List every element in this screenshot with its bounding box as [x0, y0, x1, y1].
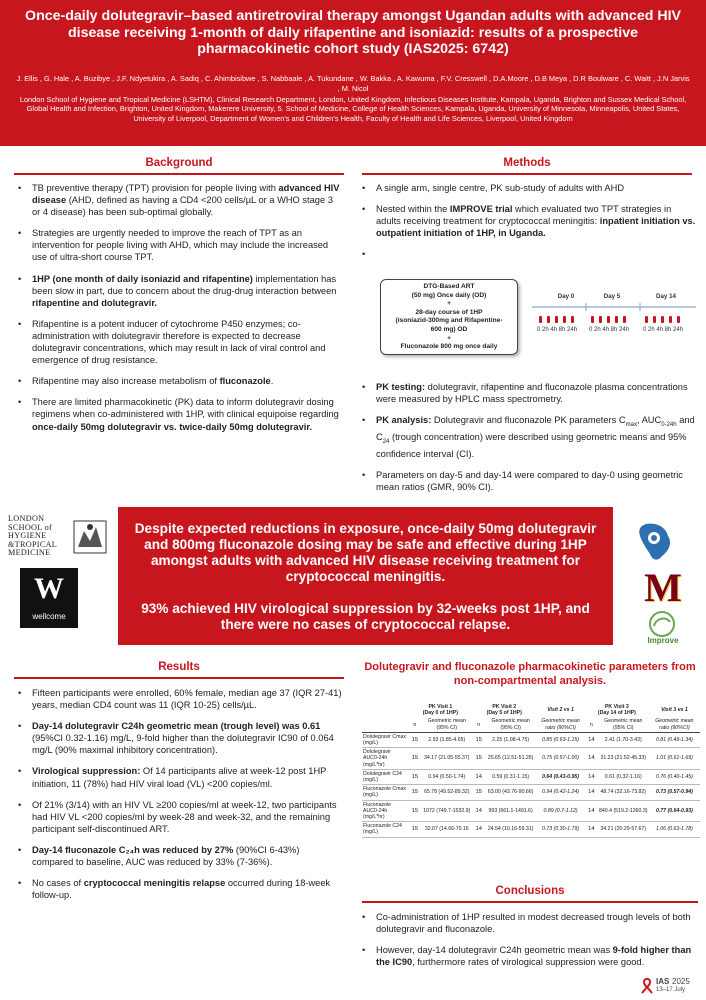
results-heading: Results: [158, 661, 200, 673]
conclusions-list: [360, 911, 698, 977]
table-cell: 14: [585, 732, 598, 747]
table-cell: 14: [472, 769, 485, 784]
table-cell: Dolutegravir Cmax (mg/L): [362, 732, 408, 747]
list-item: • Parameters on day-5 and day-14 were compared to day-0 using geometric mean ratios (GMR, 90% CI).: [360, 469, 696, 493]
methods-divider: [362, 173, 692, 175]
ribbon-icon: [640, 978, 654, 994]
table-cell: 2.93 (1.85-4.65): [421, 732, 472, 747]
table-cell: Dolutegravir AUC0-24h (mg/L*hr): [362, 748, 408, 770]
table-cell: 15: [408, 822, 421, 837]
table-row: [362, 822, 700, 837]
list-item: • No cases of cryptococcal meningitis relapse occurred during 18-week follow-up.: [16, 877, 342, 901]
list-item: • Fifteen participants were enrolled, 60% female, median age 37 (IQR 27-41) years, median CD4 count was 11 (IQR 10-25) cells/µL.: [16, 687, 342, 711]
methods-heading: Methods: [503, 157, 551, 169]
table-cell: 1072 (749.7-1532.9): [421, 800, 472, 822]
table-cell: 24.54 (10.16-59.31): [485, 822, 536, 837]
list-item: • Nested within the IMPROVE trial which evaluated two TPT strategies in adults receiving treatment for cryptococcal meningitis: inpatient initiation vs. outpatient initiation of 1HP, in Uganda.: [360, 203, 696, 239]
table-cell: 0.77 (0.64-0.93): [649, 800, 700, 822]
list-item: • Day-14 fluconazole C₂₄h was reduced by 27% (90%CI 6-43%) compared to baseline, AUC was reduced by 33% (7-36%).: [16, 844, 342, 868]
regimen-box: DTG-Based ART (50 mg) Once daily (OD) + 28-day course of 1HP (isoniazid-300mg and Rifapentine- 600 mg) OD + Fluconazole 800 mg once daily: [380, 279, 518, 355]
table-cell: 2.25 (1.08-4.75): [485, 732, 536, 747]
study-design-diagram: [362, 267, 698, 359]
ias-logo: IAS 2025 13–17 July: [640, 976, 704, 998]
table-cell: 32.07 (14.66-70.16: [421, 822, 472, 837]
list-item: • There are limited pharmacokinetic (PK) data to inform dolutegravir dosing regimens when co-administered with 1HP, with clinical equipoise regarding once-daily 50mg dolutegravir vs. twice-daily 50mg dolutegravir.: [16, 396, 342, 432]
pk-table: [362, 703, 700, 838]
table-cell: 0.89 (0.7-1.12): [536, 800, 585, 822]
idi-africa-logo-icon: [632, 520, 678, 564]
key-message-secondary: 93% achieved HIV virological suppression by 32-weeks post 1HP, and there were no cases of cryptococcal relapse.: [141, 601, 590, 632]
improve-logo-icon: [642, 610, 682, 638]
list-item: • Rifapentine is a potent inducer of cytochrome P450 enzymes; co-administration with dolutegravir therefore is expected to decrease dolutegravir concentrations, which may result in lack of viral control and emergence of drug resistance.: [16, 318, 342, 366]
conclusions-divider: [362, 901, 698, 903]
table-row: [362, 748, 700, 770]
table-cell: 63.00 (43.76-90.66): [485, 785, 536, 800]
table-cell: 15: [408, 800, 421, 822]
list-item: • However, day-14 dolutegravir C24h geometric mean was 9-fold higher than the IC90, furthermore rates of virological suppression were good.: [360, 944, 698, 968]
day14-label: Day 14: [656, 293, 676, 300]
table-cell: 0.85 (0.63-1.15): [536, 732, 585, 747]
table-cell: 0.64 (0.43-0.95): [536, 769, 585, 784]
poster-title: Once-daily dolutegravir–based antiretroviral therapy amongst Ugandan adults with advanced HIV disease receiving 1-month of daily rifapentine and isoniazid: results of a prospective pharmacokinetic cohort study (IAS2025: 6742): [25, 8, 681, 57]
results-list: [16, 687, 342, 910]
day5-label: Day 5: [603, 293, 621, 300]
day0-label: Day 0: [557, 293, 575, 300]
sample-tube-icon: [677, 316, 680, 323]
table-cell: 34.17 (21.05-55.37): [421, 748, 472, 770]
table-cell: 14: [472, 800, 485, 822]
table-cell: 0.75 (0.57-1.00): [536, 748, 585, 770]
table-cell: 0.94 (0.42-1.24): [536, 785, 585, 800]
table-cell: 0.61 (0.32-1.16): [598, 769, 649, 784]
key-message-primary: Despite expected reductions in exposure, once-daily 50mg dolutegravir and 800mg fluconazole dosing may be safe and effective during 1HP amongst adults with advanced HIV disease receiving treatment for cryptococcal meningitis.: [134, 521, 597, 584]
sample-tube-icon: [599, 316, 602, 323]
sample-tube-icon: [607, 316, 610, 323]
table-header-row: PK Visit 1 (Day 0 of 1HP) PK Visit 2 (Day 5 of 1HP) Visit 2 vs 1 PK Visit 3 (Day 14 of 1HP) Visit 3 vs 1: [422, 704, 688, 717]
sample-tube-icon: [571, 316, 574, 323]
sample-tube-icon: [645, 316, 648, 323]
list-item: • Day-14 dolutegravir C24h geometric mean (trough level) was 0.61 (95%CI 0.32-1.16) mg/L, 9-fold higher than the dolutegravir IC90 of 0.064 mg/L (90% maximal inhibitory concentration).: [16, 720, 342, 756]
list-item: [360, 248, 696, 260]
table-cell: 34.21 (20.29-57.67): [598, 822, 649, 837]
list-item: • PK testing: dolutegravir, rifapentine and fluconazole plasma concentrations were measured by HPLC mass spectrometry.: [360, 381, 696, 405]
sample-tube-icon: [547, 316, 550, 323]
wellcome-logo: W wellcome: [20, 568, 78, 628]
table-subheader-row: n Geometric mean (95% CI) n Geometric mean (95% CI) Geometric mean ratio (90%CI) n Geometric mean (95% CI) Geometric mean ratio (90%CI): [362, 717, 700, 732]
table-cell: 0.73 (0.57-0.94): [649, 785, 700, 800]
methods-list-top: [360, 182, 696, 269]
table-cell: 65.78 (49.52-89.32): [421, 785, 472, 800]
day0-hours: 0 2h 4h 8h 24h: [537, 327, 578, 333]
day14-hours: 0 2h 4h 8h 24h: [643, 327, 684, 333]
table-cell: Dolutegravir C24 (mg/L): [362, 769, 408, 784]
table-cell: 0.81 (0.49-1.34): [649, 732, 700, 747]
table-cell: 15: [408, 769, 421, 784]
list-item: • A single arm, single centre, PK sub-study of adults with AHD: [360, 182, 696, 194]
table-cell: 1.06 (0.63-1.78): [649, 822, 700, 837]
methods-list-bottom: [360, 381, 696, 502]
timeline-graphic: [530, 267, 698, 359]
list-item: • Of 21% (3/14) with an HIV VL ≥200 copies/ml at week-12, two participants had HIV VL <200 copies/ml by week-28 and week-32, and the remaining participant self-discontinued ART.: [16, 799, 342, 835]
table-cell: 25.65 (12.51-51.26): [485, 748, 536, 770]
list-item: • 1HP (one month of daily isoniazid and rifapentine) implementation has been slow in part, due to concern about the drug-drug interaction between rifapentine and dolutegravir.: [16, 273, 342, 309]
pk-table-heading: Dolutegravir and fluconazole pharmacokinetic parameters from non-compartmental analysis.: [364, 661, 696, 687]
table-cell: 14: [472, 822, 485, 837]
table-row: [362, 800, 700, 822]
table-cell: 0.59 (0.31-1.15): [485, 769, 536, 784]
sample-tube-icon: [653, 316, 656, 323]
table-cell: 2.41 (1.70-3.43): [598, 732, 649, 747]
sample-tube-icon: [591, 316, 594, 323]
table-cell: 1.01 (0.61-1.69): [649, 748, 700, 770]
sample-tube-icon: [669, 316, 672, 323]
table-cell: 14: [585, 769, 598, 784]
background-heading: Background: [145, 157, 213, 169]
list-item: • Strategies are urgently needed to improve the reach of TPT as an intervention for people living with AHD, which may include the increased use of ultra-short course TPT.: [16, 227, 342, 263]
sample-tube-icon: [661, 316, 664, 323]
poster-header: [0, 0, 706, 146]
minnesota-logo: M: [644, 565, 682, 610]
table-row: [362, 769, 700, 784]
lshtm-logo: LONDON SCHOOL of HYGIENE &TROPICAL MEDICINE: [6, 515, 116, 561]
table-cell: Fluconazole C24 (mg/L): [362, 822, 408, 837]
lshtm-crest-icon: [72, 517, 108, 557]
table-cell: 14: [585, 822, 598, 837]
table-row: [362, 785, 700, 800]
list-item: • PK analysis: Dolutegravir and fluconazole PK parameters $C_{max}$, $AUC_{0-24h}$ and $C_{24}$ (trough concentration) were described using geometric means and 95% confidence interval (CI).: [360, 414, 696, 460]
improve-logo-text: Improve: [647, 636, 679, 645]
table-cell: 15: [472, 748, 485, 770]
table-cell: 48.74 (32.16-73.82): [598, 785, 649, 800]
day5-hours: 0 2h 4h 8h 24h: [589, 327, 630, 333]
table-cell: 14: [585, 748, 598, 770]
table-cell: 15: [472, 785, 485, 800]
sample-tube-icon: [555, 316, 558, 323]
table-cell: 15: [408, 732, 421, 747]
sample-tube-icon: [563, 316, 566, 323]
table-cell: 840.4 (519.2-1360.3): [598, 800, 649, 822]
sample-tube-icon: [539, 316, 542, 323]
background-divider: [14, 173, 344, 175]
list-item: • Virological suppression: Of 14 participants alive at week-12 post 1HP initiation, 11 (78%) had HIV viral load (VL) <200 copies/ml.: [16, 765, 342, 789]
table-cell: Fluconazole Cmax (mg/L): [362, 785, 408, 800]
table-cell: 0.73 (0.30-1.79): [536, 822, 585, 837]
results-divider: [14, 677, 344, 679]
table-cell: 31.23 (21.52-45.33): [598, 748, 649, 770]
table-cell: Fluconazole AUC0-24h (mg/L*hr): [362, 800, 408, 822]
table-cell: 0.76 (0.40-1.45): [649, 769, 700, 784]
table-cell: 0.94 (0.50-1.74): [421, 769, 472, 784]
table-cell: 15: [472, 732, 485, 747]
table-cell: 14: [585, 785, 598, 800]
list-item: • Rifapentine may also increase metabolism of fluconazole.: [16, 375, 342, 387]
affiliation-list: London School of Hygiene and Tropical Medicine (LSHTM), Clinical Research Department, London, United Kingdom, Infectious Diseases Institute, Kampala, Uganda, Brighton and Sussex Medical School, Global Health and Infection, Brighton, United Kingdom, Makerere University, 5. School of Medicine, College of Health Sciences, Kampala, Uganda, University of Minnesota, Minneapolis, United States, University of Liverpool, Department of Women's and Children's Health, Faculty of Health and Life Sciences, Liverpool, United Kingdom: [19, 95, 687, 123]
list-item: • Co-administration of 1HP resulted in modest decreased trough levels of both dolutegravir and fluconazole.: [360, 911, 698, 935]
sample-tube-icon: [623, 316, 626, 323]
background-list: [16, 182, 342, 442]
table-cell: 15: [408, 748, 421, 770]
table-cell: 993 (661.1-1491.6): [485, 800, 536, 822]
table-cell: 15: [408, 785, 421, 800]
list-item: • TB preventive therapy (TPT) provision for people living with advanced HIV disease (AHD, defined as having a CD4 <200 cells/µL or a WHO stage 3 or 4 disease) has been sub-optimal globally.: [16, 182, 342, 218]
author-list: J. Ellis , G. Hale , A. Buzibye , J.F. Ndyetukira , A. Sadiq , C. Ahimbisibwe , S. Nabbaale , A. Tukundane , W. Bakka , A. Kawuma , F.V. Cresswell , D.A.Moore , D.B Meya , D.R Boulware , C. Waitt , J.N Jarvis , M. Nicol: [16, 74, 690, 93]
conclusions-heading: Conclusions: [495, 885, 565, 897]
key-message-banner: [118, 507, 613, 645]
table-row: [362, 732, 700, 747]
table-cell: 14: [585, 800, 598, 822]
sample-tube-icon: [615, 316, 618, 323]
